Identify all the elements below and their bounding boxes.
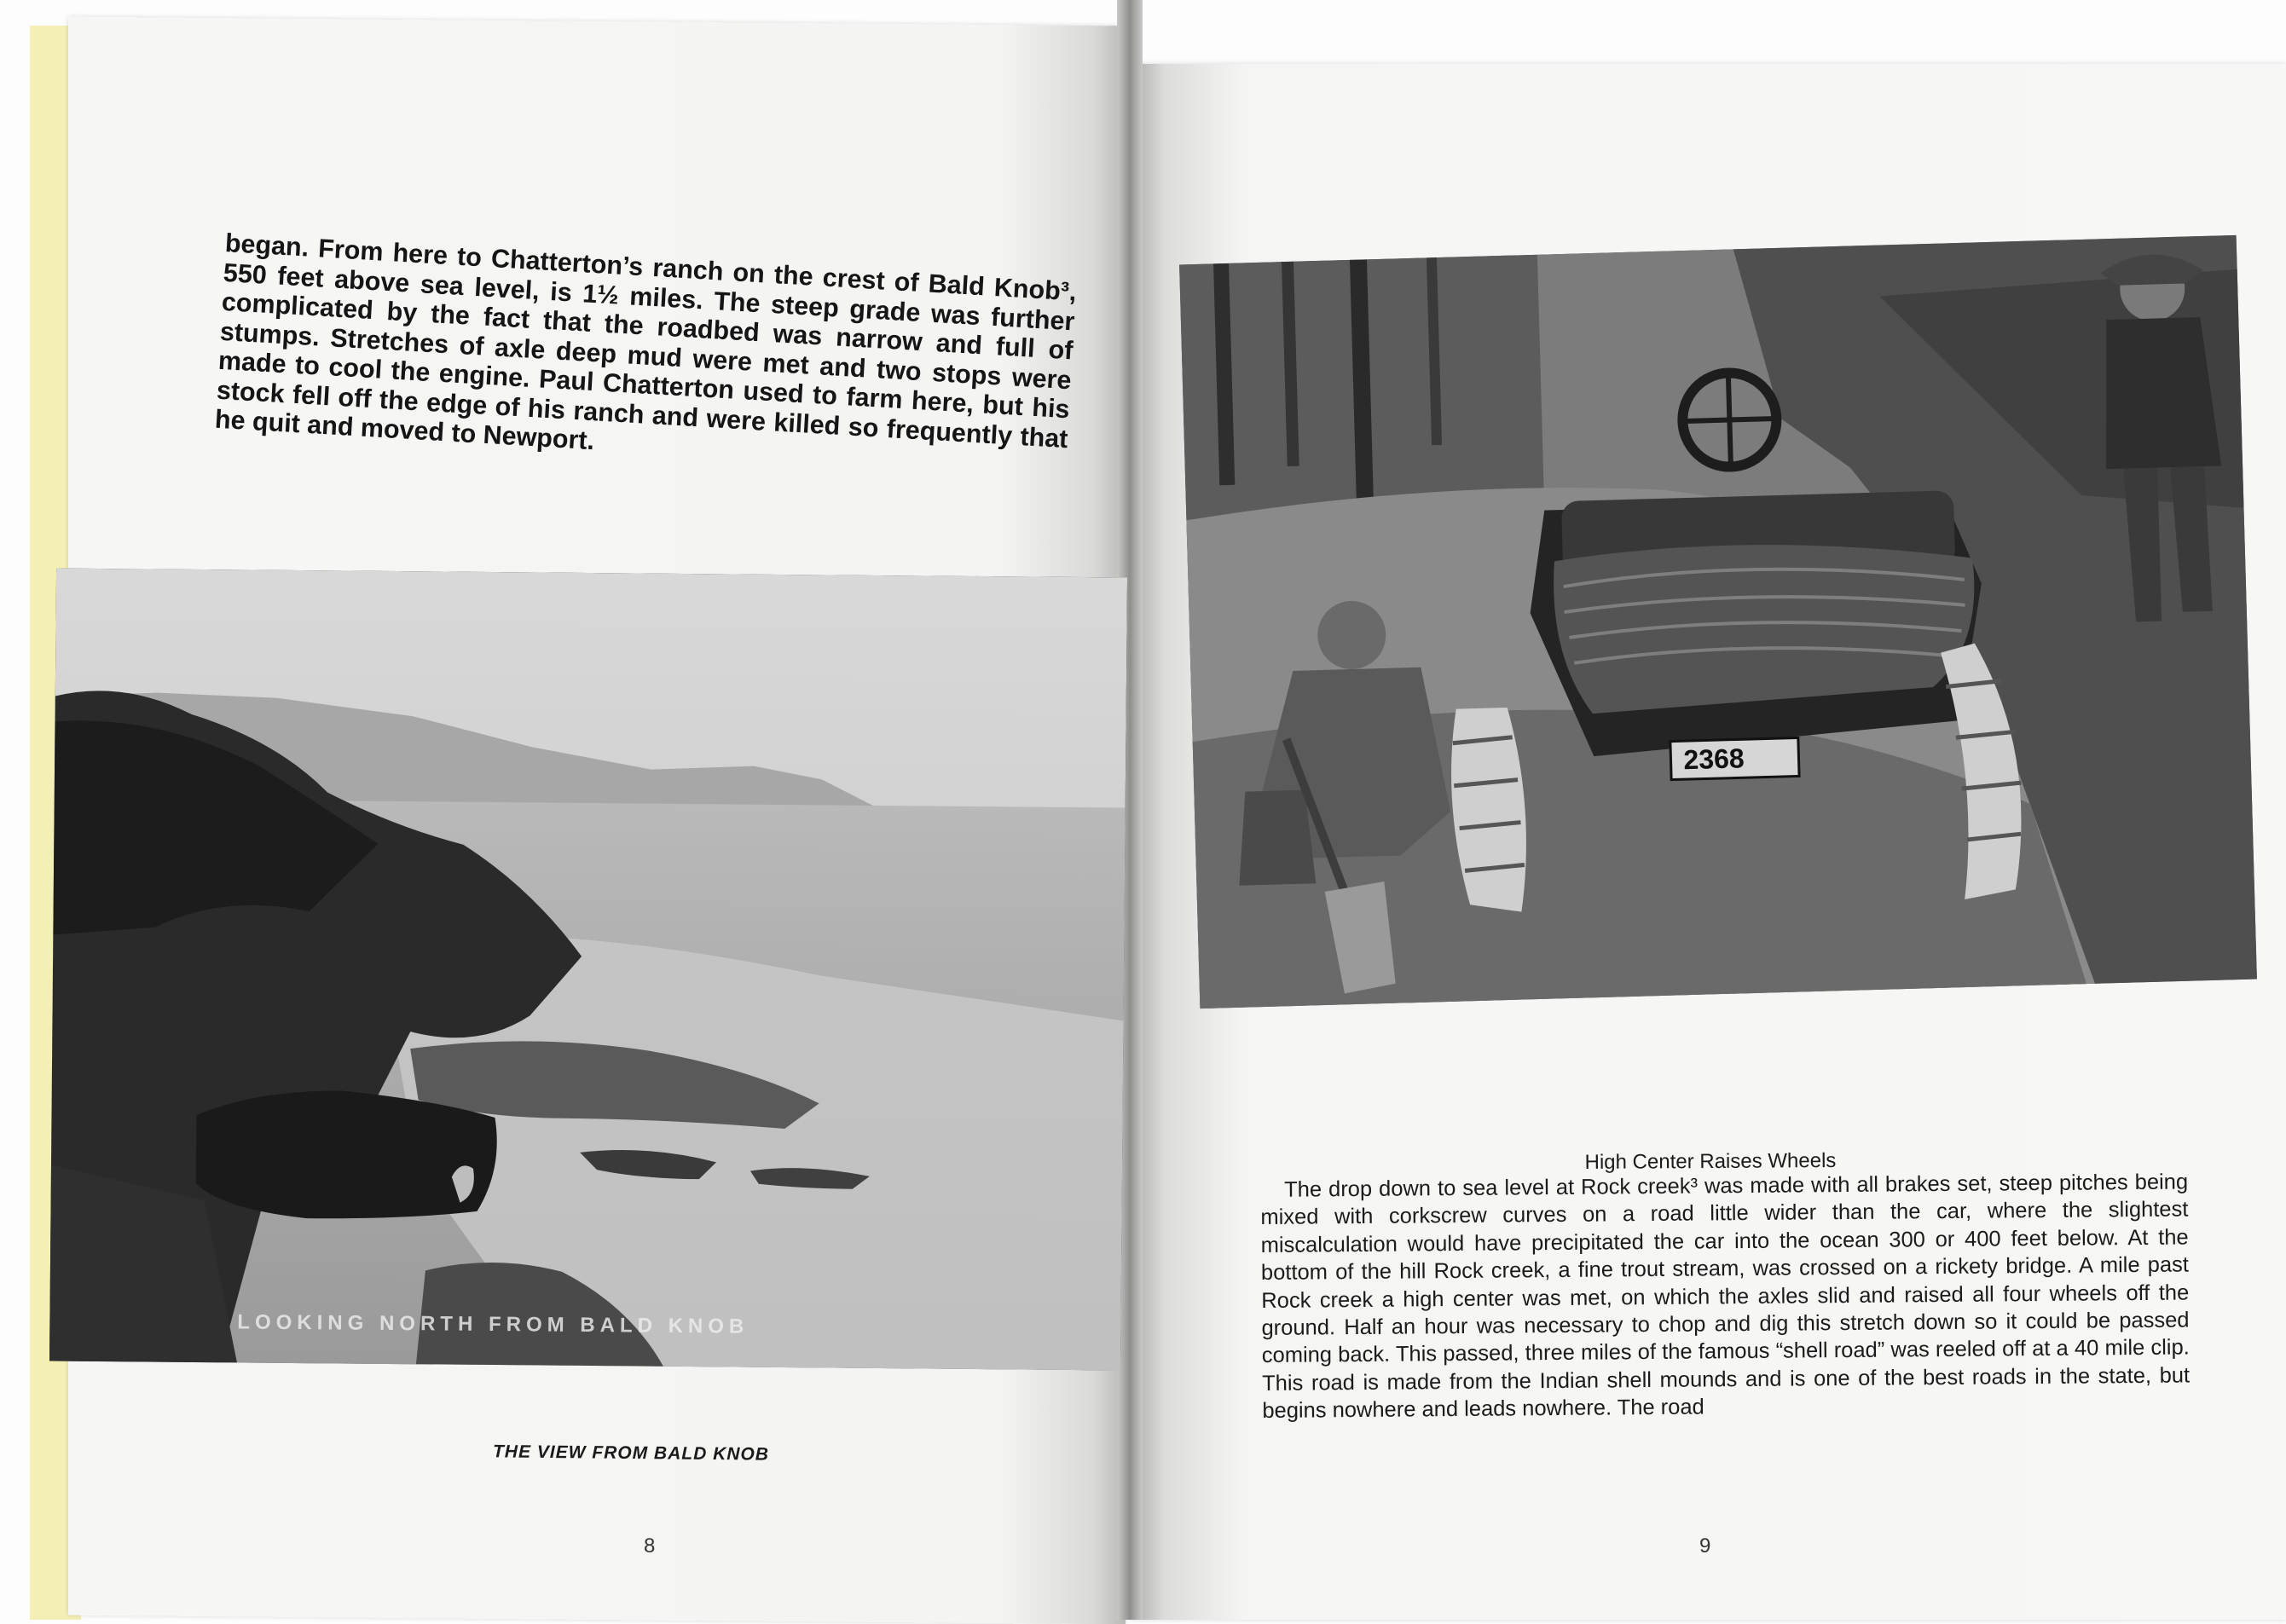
right-paragraph-text: The drop down to sea level at Rock creek³ was made with all brakes set, steep pitches being mixed with corkscrew curves on a road little wider than the car, where the slightest miscalculation would have precipitated the car into the ocean 300 or 400 feet below. At the bottom of the hill Rock creek, a fine trout stream, was crossed on a rickety bridge. A mile past Rock creek a high center was met, on which the axles slid and raised all four wheels off the ground. Half an hour was necessary to chop and dig this stretch down so it could be passed coming back. This passed, three miles of the famous “shell road” was reeled off at a 40 mile clip. This road is made from the Indian shell mounds and is one of the best roads in the state, but begins nowhere and leads nowhere. The road — [1260, 1170, 2190, 1424]
page-number-right: 9 — [1699, 1534, 1710, 1558]
stuck-car-photo — [1179, 235, 2257, 1008]
section-heading: High Center Raises Wheels — [1531, 1149, 1890, 1176]
page-number-left: 8 — [644, 1534, 655, 1558]
left-page-paragraph: began. From here to Chatterton’s ranch on the crest of Bald Knob³, 550 feet above sea level, is 1½ miles. The steep grade was further complicated by the fact that the roadbed was narrow and full of stumps. Stretches of axle deep mud were met and two stops were made to cool the engine. Paul Chatterton used to farm here, but his stock fell off the edge of his ranch and were killed so frequently that he quit and moved to Newport. — [214, 228, 1077, 483]
right-page-paragraph — [1260, 1169, 2191, 1425]
photo-inscription: LOOKING NORTH FROM BALD KNOB — [237, 1310, 749, 1338]
license-plate: 2368 — [1683, 743, 1745, 775]
bald-knob-coast-photo — [49, 569, 1127, 1371]
left-photo-caption: THE VIEW FROM BALD KNOB — [443, 1442, 819, 1466]
